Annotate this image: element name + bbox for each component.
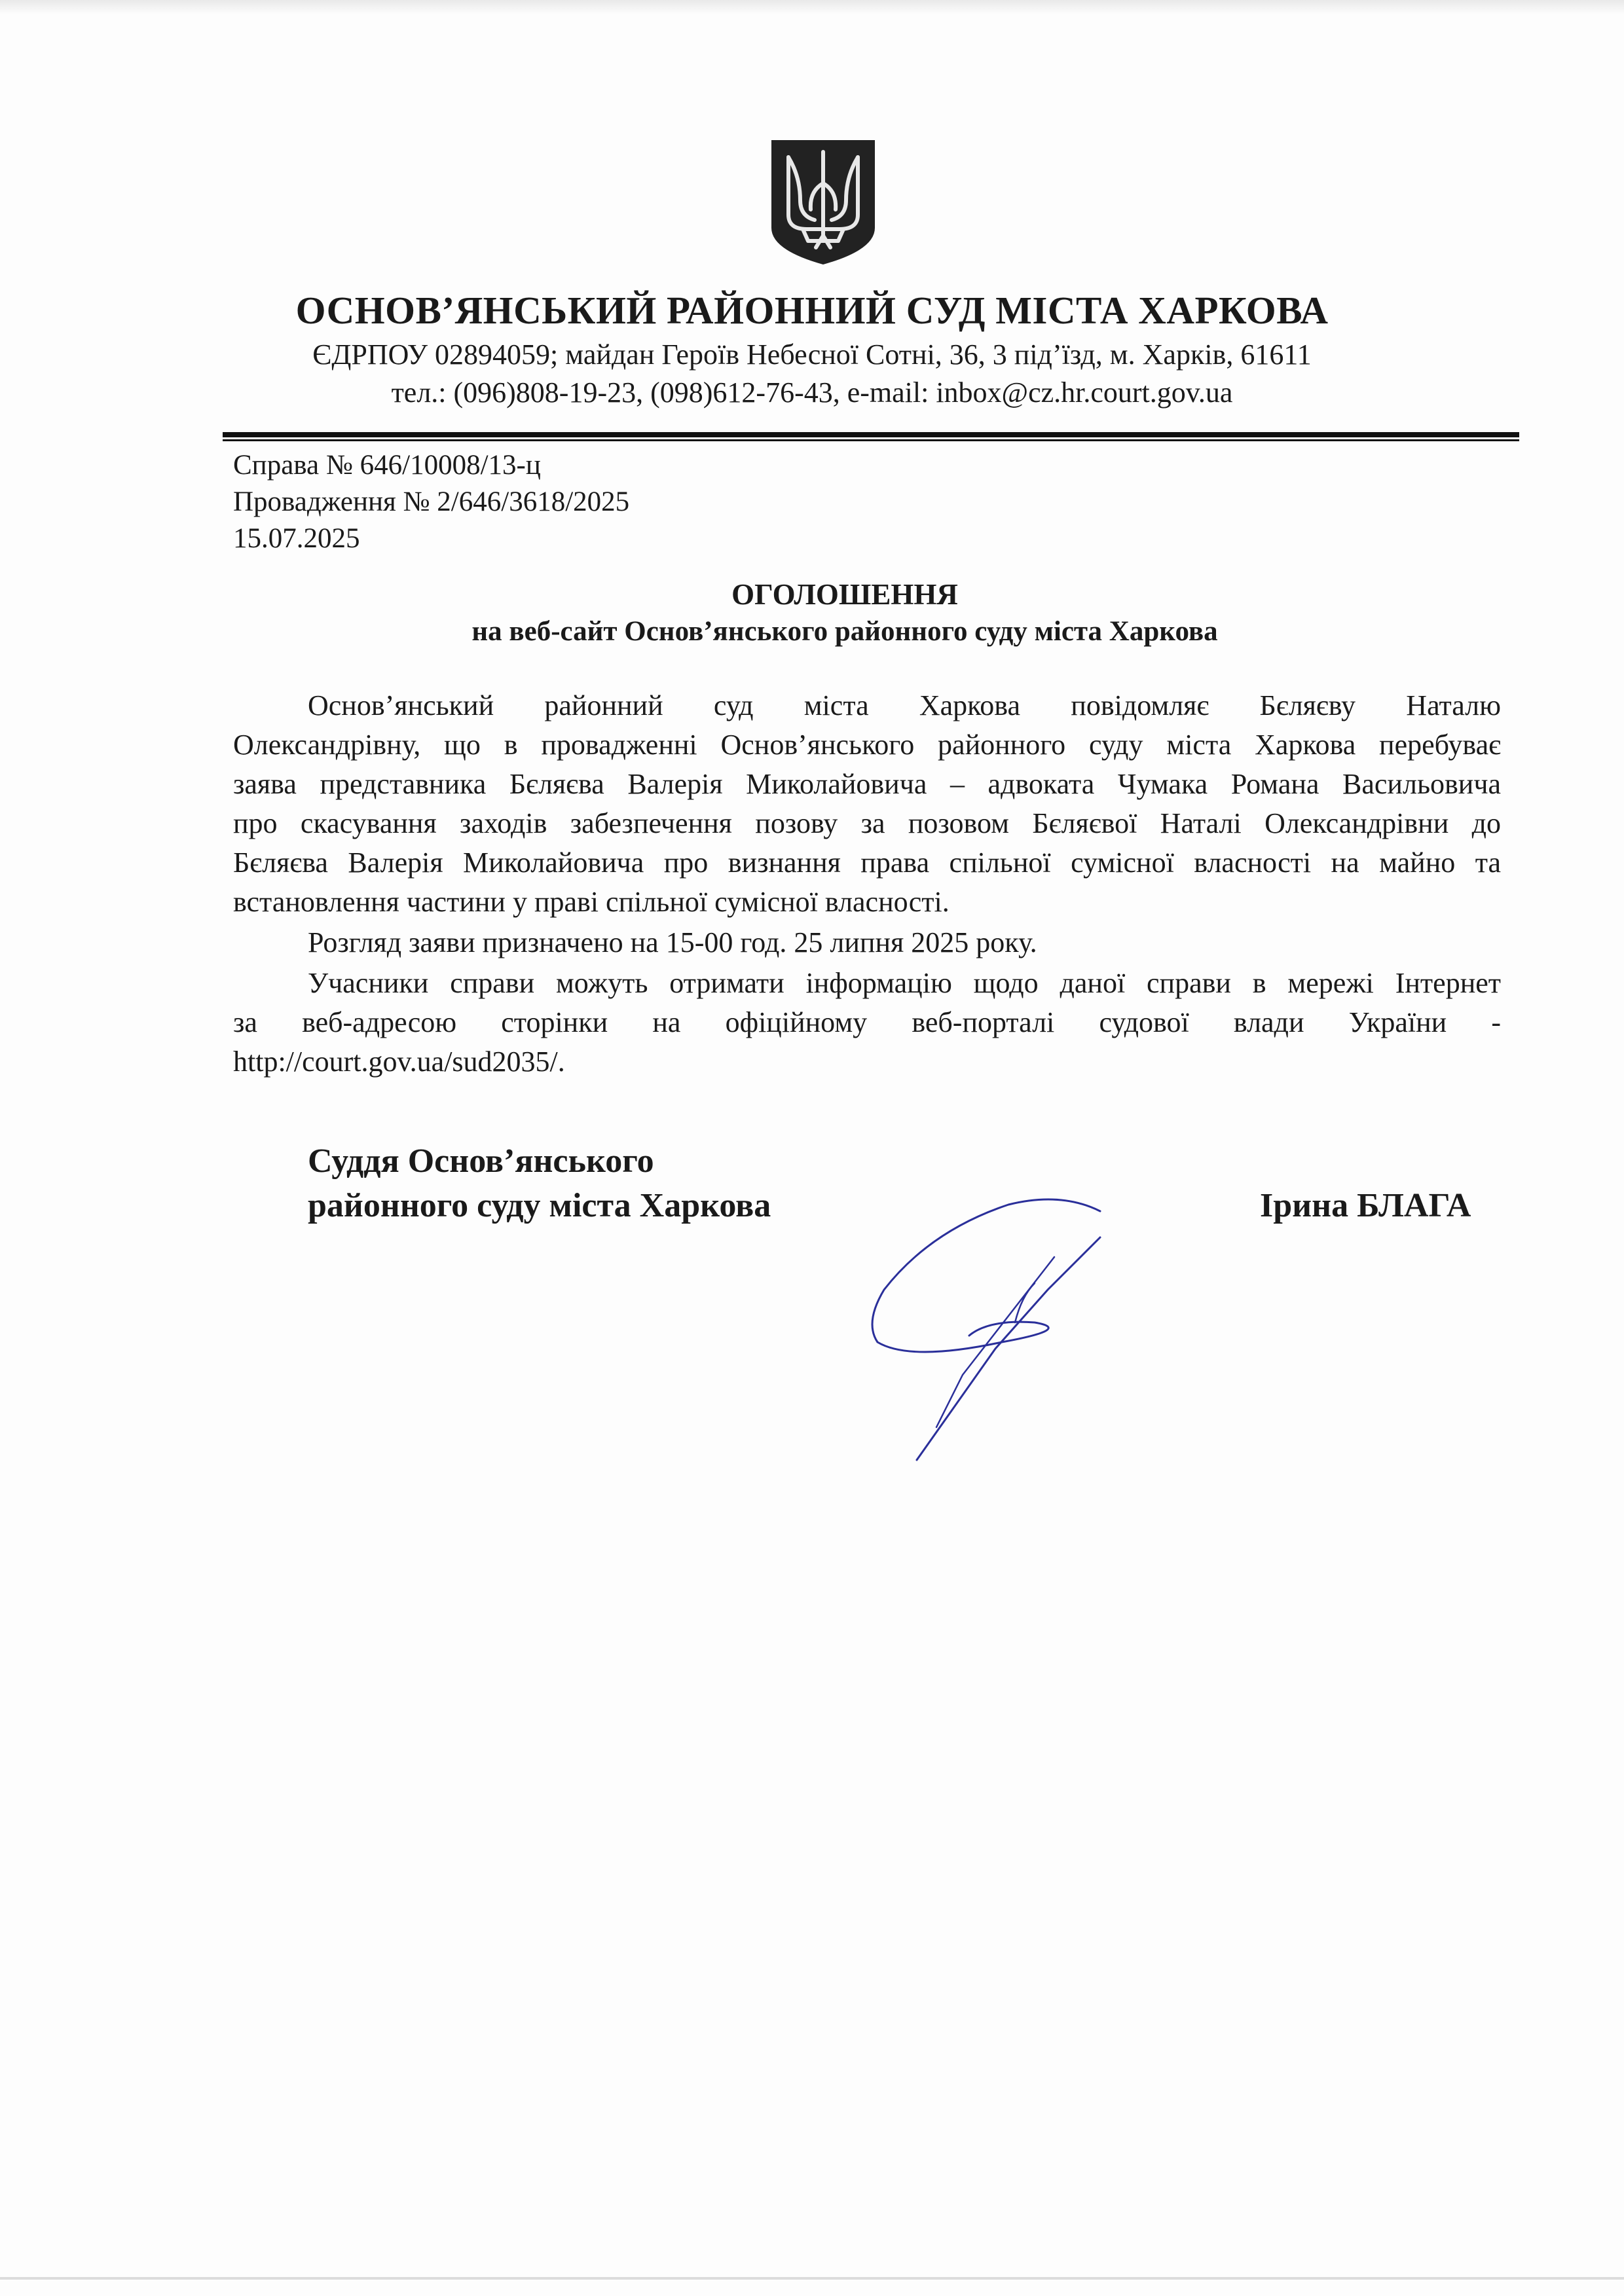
document-date: 15.07.2025 xyxy=(233,523,360,554)
body-line: Олександрівну, що в провадженні Основ’янського районного суду міста Харкова перебуває xyxy=(233,729,1501,761)
ukraine-trident-icon xyxy=(769,137,877,267)
body-line: Основ’янський районний суд міста Харкова повідомляє Бєляєву Наталю xyxy=(308,689,1501,721)
body-line: заява представника Бєляєва Валерія Миколайовича – адвоката Чумака Романа Васильовича xyxy=(233,768,1501,800)
handwritten-signature xyxy=(838,1165,1126,1480)
scan-top-edge xyxy=(0,0,1624,14)
court-address: ЄДРПОУ 02894059; майдан Героїв Небесної Сотні, 36, 3 під’їзд, м. Харків, 61611 xyxy=(312,338,1312,371)
body-line: за веб-адресою сторінки на офіційному веб-порталі судової влади України - xyxy=(233,1006,1501,1038)
notice-title: ОГОЛОШЕННЯ xyxy=(731,578,958,611)
body-line: Розгляд заяви призначено на 15-00 год. 25 липня 2025 року. xyxy=(308,926,1037,958)
signatory-position-line1: Суддя Основ’янського xyxy=(308,1142,654,1180)
body-line: про скасування заходів забезпечення позову за позовом Бєляєвої Наталі Олександрівни до xyxy=(233,807,1501,839)
body-line: http://court.gov.ua/sud2035/. xyxy=(233,1046,565,1078)
signatory-position-line2: районного суду міста Харкова xyxy=(308,1187,771,1224)
notice-subtitle: на веб-сайт Основ’янського районного суду міста Харкова xyxy=(471,616,1218,647)
body-line: встановлення частини у праві спільної сумісної власності. xyxy=(233,886,950,918)
body-line: Учасники справи можуть отримати інформацію щодо даної справи в мережі Інтернет xyxy=(308,967,1501,999)
court-name: ОСНОВ’ЯНСЬКИЙ РАЙОННИЙ СУД МІСТА ХАРКОВА xyxy=(295,289,1329,332)
case-number: Справа № 646/10008/13-ц xyxy=(233,450,541,481)
signatory-name: Ірина БЛАГА xyxy=(1260,1187,1471,1224)
header-divider xyxy=(223,432,1519,441)
proceeding-number: Провадження № 2/646/3618/2025 xyxy=(233,486,630,517)
scan-bottom-edge xyxy=(0,2277,1624,2280)
court-contacts: тел.: (096)808-19-23, (098)612-76-43, e-mail: inbox@cz.hr.court.gov.ua xyxy=(391,376,1233,409)
body-line: Бєляєва Валерія Миколайовича про визнання права спільної сумісної власності на майно та xyxy=(233,847,1501,879)
